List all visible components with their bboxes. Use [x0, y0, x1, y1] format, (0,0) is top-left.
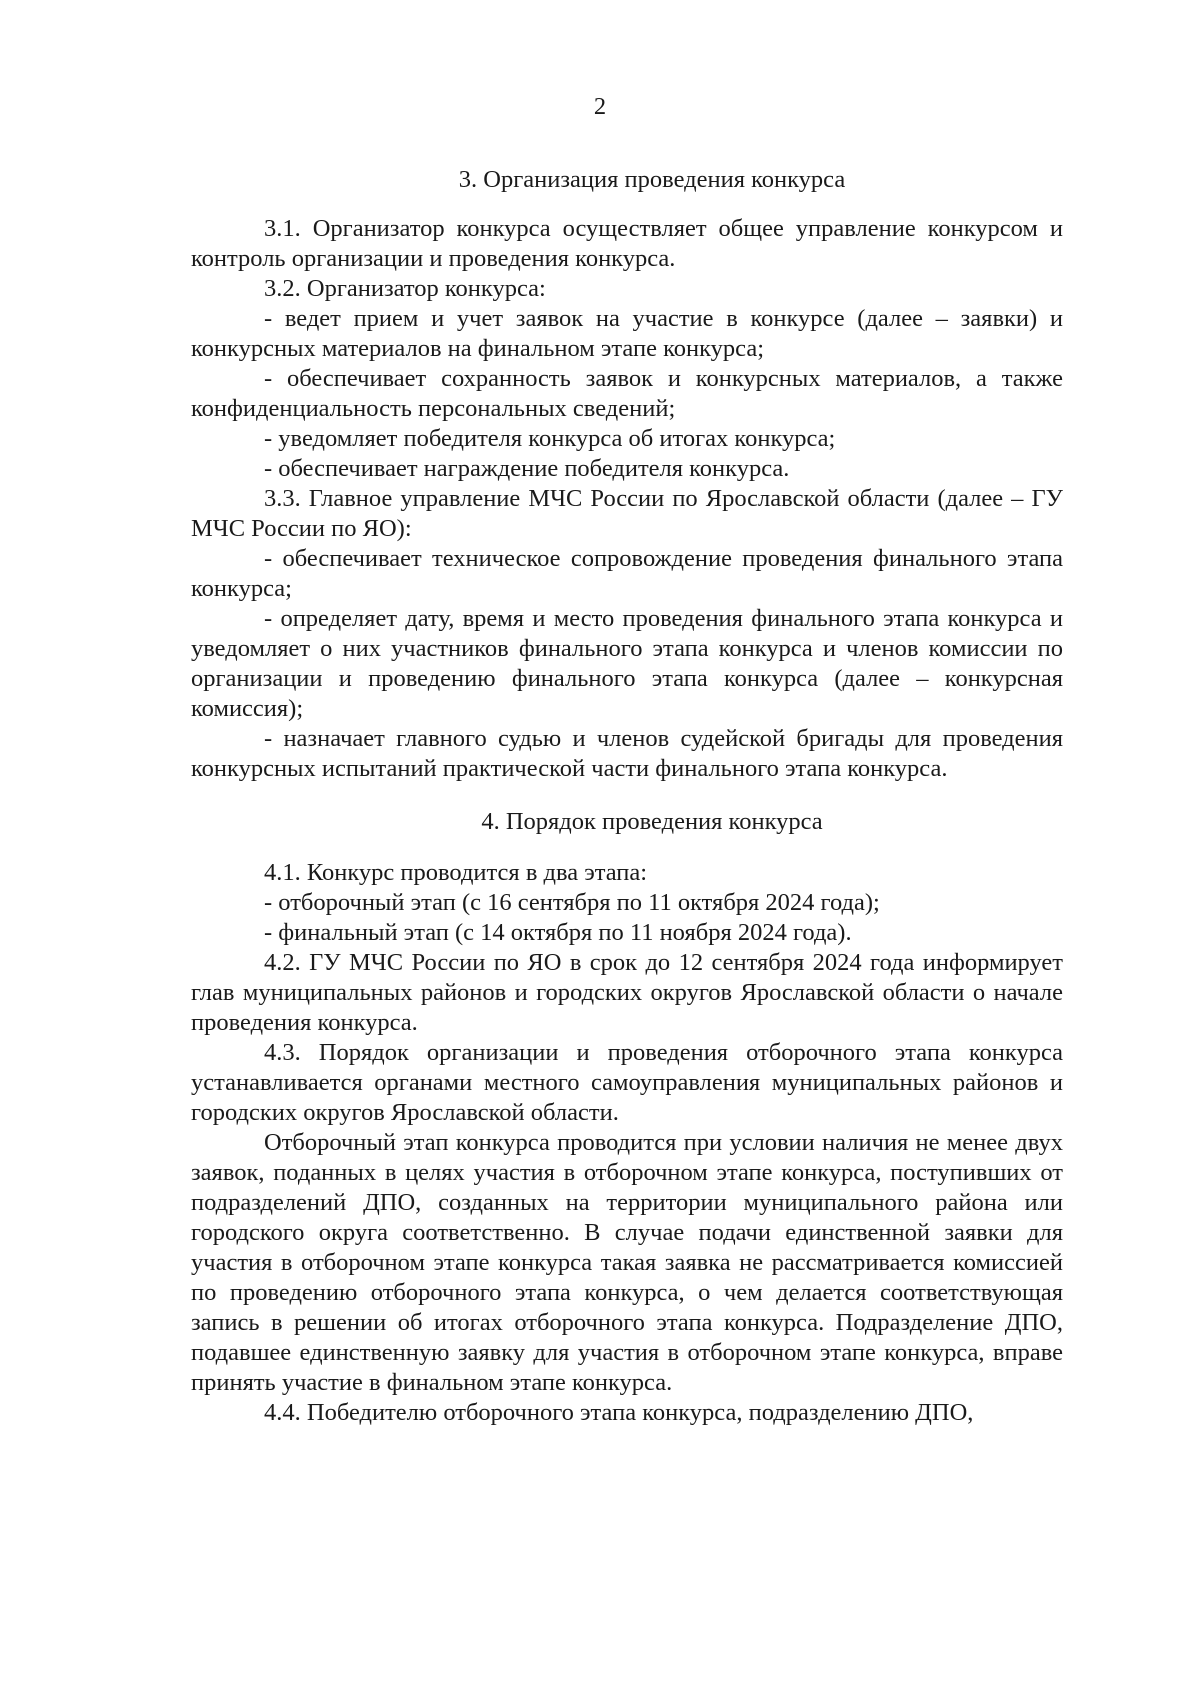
list-item: - обеспечивает техническое сопровождение проведения финального этапа конкурса; — [191, 545, 1063, 602]
section-4-title: 4. Порядок проведения конкурса — [481, 808, 823, 835]
paragraph-3-3: 3.3. Главное управление МЧС России по Ярославской области (далее – ГУ МЧС России по ЯО): — [191, 485, 1063, 542]
paragraph-4-1: 4.1. Конкурс проводится в два этапа: — [264, 859, 648, 886]
paragraph-4-3: 4.3. Порядок организации и проведения отборочного этапа конкурса устанавливается органами местного самоуправления муниципальных районов и городских округов Ярославской области. — [191, 1039, 1063, 1126]
list-item: - определяет дату, время и место проведения финального этапа конкурса и уведомляет о них участников финального этапа конкурса и членов комиссии по организации и проведению финального этапа конкурса (далее – конкурсная комиссия); — [191, 605, 1063, 722]
list-item: - назначает главного судью и членов судейской бригады для проведения конкурсных испытаний практической части финального этапа конкурса. — [191, 725, 1063, 782]
document-body — [191, 165, 1063, 1428]
paragraph-selection-stage: Отборочный этап конкурса проводится при условии наличия не менее двух заявок, поданных в целях участия в отборочном этапе конкурса, поступивших от подразделений ДПО, созданных на территории муниципального района или городского округа соответственно. В случае подачи единственной заявки для участия в отборочном этапе конкурса такая заявка не рассматривается комиссией по проведению отборочного этапа конкурса, о чем делается соответствующая запись в решении об итогах отборочного этапа конкурса. Подразделение ДПО, подавшее единственную заявку для участия в отборочном этапе конкурса, вправе принять участие в финальном этапе конкурса. — [191, 1129, 1063, 1396]
list-item: - обеспечивает награждение победителя конкурса. — [264, 455, 790, 482]
paragraph-4-4: 4.4. Победителю отборочного этапа конкурса, подразделению ДПО, — [264, 1399, 974, 1426]
list-item: - ведет прием и учет заявок на участие в конкурсе (далее – заявки) и конкурсных материалов на финальном этапе конкурса; — [191, 305, 1063, 362]
list-item: - финальный этап (с 14 октября по 11 ноября 2024 года). — [264, 919, 852, 946]
paragraph-3-2: 3.2. Организатор конкурса: — [264, 275, 546, 302]
paragraph-3-1: 3.1. Организатор конкурса осуществляет общее управление конкурсом и контроль организации и проведения конкурса. — [191, 215, 1063, 272]
paragraph-4-2: 4.2. ГУ МЧС России по ЯО в срок до 12 сентября 2024 года информирует глав муниципальных районов и городских округов Ярославской области о начале проведения конкурса. — [191, 949, 1063, 1036]
list-item: - обеспечивает сохранность заявок и конкурсных материалов, а также конфиденциальность персональных сведений; — [191, 365, 1063, 422]
list-item: - уведомляет победителя конкурса об итогах конкурса; — [264, 425, 836, 452]
section-3-title: 3. Организация проведения конкурса — [458, 166, 846, 193]
list-item: - отборочный этап (с 16 сентября по 11 октября 2024 года); — [264, 889, 880, 916]
page-number: 2 — [593, 93, 607, 120]
